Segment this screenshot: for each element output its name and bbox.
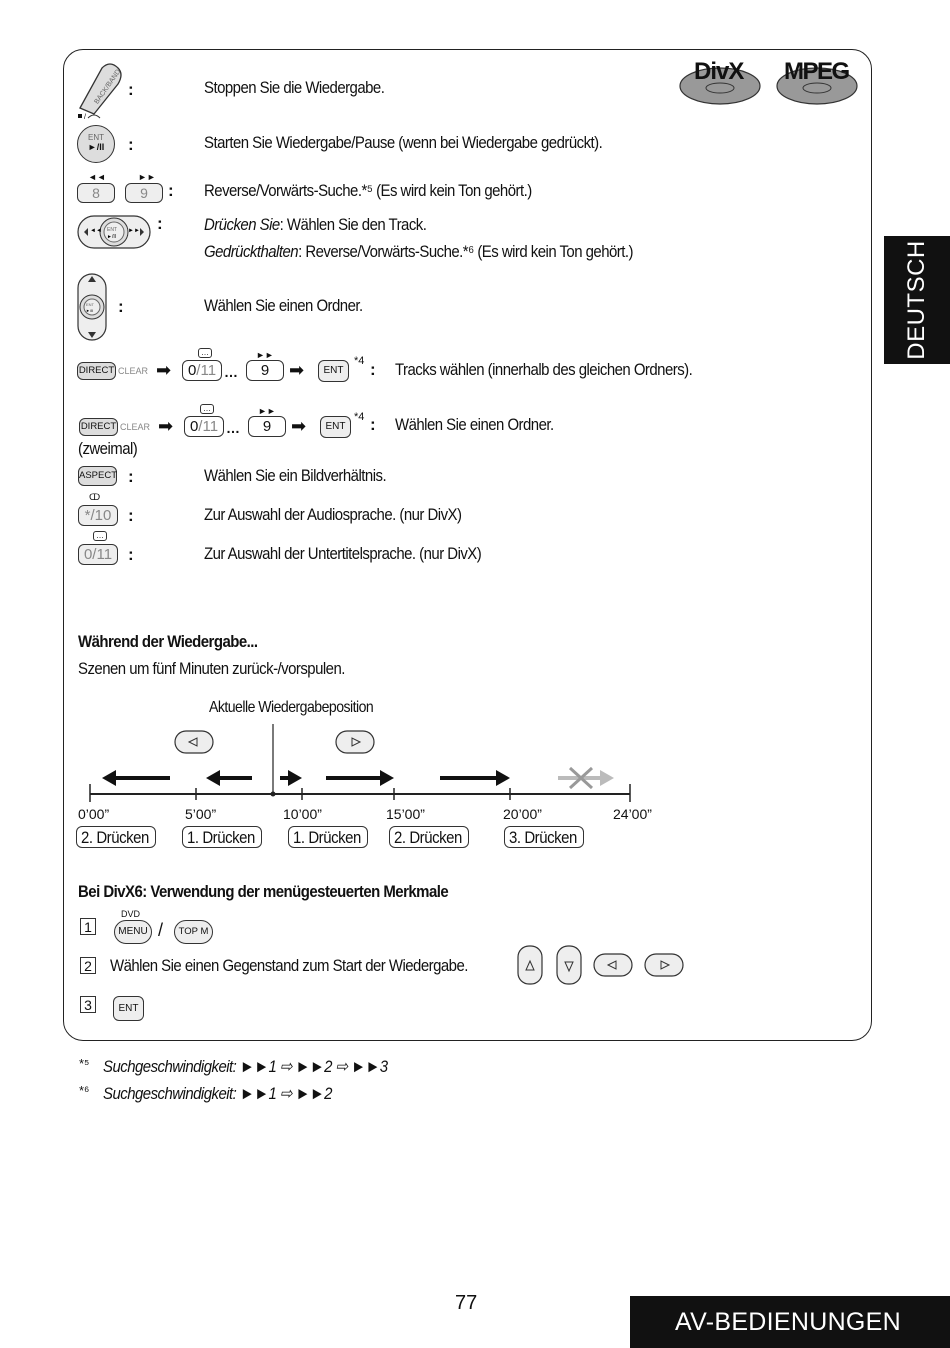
ent-key: ENT xyxy=(318,360,349,382)
row-search-text: Reverse/Vorwärts-Suche.*⁵ (Es wird kein Ton gehört.) xyxy=(204,181,532,200)
clear-label: CLEAR xyxy=(118,366,149,376)
key-0-11-small: 0/11 xyxy=(78,544,118,565)
dvd-label: DVD xyxy=(121,909,141,919)
row-dial-text-b: Gedrückthalten: Reverse/Vorwärts-Suche.*⁶ (Es wird kein Ton gehört.) xyxy=(204,242,633,261)
divx-logo: DivX xyxy=(694,58,744,85)
tick-label: 5’00” xyxy=(185,806,217,822)
row-dial-text-a: Drücken Sie: Wählen Sie den Track. xyxy=(204,215,427,234)
step2-text: Wählen Sie einen Gegenstand zum Start der Wiedergabe. xyxy=(110,956,468,975)
tick-label: 0’00” xyxy=(78,806,110,822)
subtitle-icon: … xyxy=(93,531,107,541)
slash: / xyxy=(158,920,164,940)
subtitle-icon: … xyxy=(200,404,214,414)
tick-label: 15’00” xyxy=(386,806,425,822)
fast-forward-icon: ►► xyxy=(138,172,156,182)
back-band-button-icon xyxy=(76,60,124,120)
timeline-diagram xyxy=(80,724,670,834)
svg-text:ENT: ENT xyxy=(107,227,117,233)
ellipsis: … xyxy=(226,420,240,436)
ellipsis: … xyxy=(224,364,238,380)
svg-text:BACK/BAND: BACK/BAND xyxy=(93,68,123,106)
ent-key: ENT xyxy=(320,416,351,438)
section-footer-tab: AV-BEDIENUNGEN xyxy=(630,1296,950,1348)
key-9-large: 9 xyxy=(248,416,286,437)
press-label: 1. Drücken xyxy=(182,826,262,848)
footnote-mark: *⁵ xyxy=(79,1056,90,1071)
press-label: 3. Drücken xyxy=(504,826,584,848)
playback-heading: Während der Wiedergabe... xyxy=(78,632,258,651)
key-9-large: 9 xyxy=(246,360,284,381)
cursor-keys xyxy=(516,944,688,988)
row-tracks-text: Tracks wählen (innerhalb des gleichen Ordners). xyxy=(395,360,693,379)
forward-key xyxy=(336,731,374,753)
control-dial-horizontal-icon xyxy=(76,212,152,252)
rewind-icon: ◄◄ xyxy=(88,172,106,182)
row-audio-text: Zur Auswahl der Audiosprache. (nur DivX) xyxy=(204,505,462,524)
note-mark: *4 xyxy=(354,355,365,367)
direct-key: DIRECT xyxy=(77,362,116,380)
key-0-11: 0/11 xyxy=(184,416,224,437)
svg-text:◄◄: ◄◄ xyxy=(90,228,102,234)
playback-subtext: Szenen um fünf Minuten zurück-/vorspulen. xyxy=(78,659,345,678)
down-key-icon xyxy=(557,946,581,984)
aspect-key: ASPECT xyxy=(78,466,117,486)
top-menu-key: TOP M xyxy=(174,920,213,944)
svg-text:ENT: ENT xyxy=(86,302,94,307)
row-subtitle-text: Zur Auswahl der Untertitelsprache. (nur DivX) xyxy=(204,544,482,563)
control-dial-vertical-icon xyxy=(76,270,108,344)
step-number: 1 xyxy=(80,918,96,935)
ent-play-button: ENT ►/II xyxy=(77,125,115,163)
press-label: 2. Drücken xyxy=(76,826,156,848)
footnote-text: Suchgeschwindigkeit: ►►1 ⇨ ►►2 xyxy=(103,1084,332,1103)
tick-label: 24’00” xyxy=(613,806,652,822)
key-star-10: */10 xyxy=(78,505,118,526)
row-folder-text: Wählen Sie einen Ordner. xyxy=(204,296,363,315)
position-label: Aktuelle Wiedergabeposition xyxy=(209,699,374,716)
press-label: 1. Drücken xyxy=(288,826,368,848)
ent-key: ENT xyxy=(113,996,144,1021)
note-mark: *4 xyxy=(354,411,365,423)
footnote-mark: *⁶ xyxy=(79,1083,90,1098)
row-play-text: Starten Sie Wiedergabe/Pause (wenn bei Wiedergabe gedrückt). xyxy=(204,133,603,152)
subtitle-icon: … xyxy=(198,348,212,358)
svg-text:/: / xyxy=(84,114,86,120)
svg-text:►/II: ►/II xyxy=(107,234,117,240)
up-key-icon xyxy=(518,946,542,984)
tick-label: 10’00” xyxy=(283,806,322,822)
step-number: 2 xyxy=(80,957,96,974)
direct-key: DIRECT xyxy=(79,418,118,436)
rewind-key xyxy=(175,731,213,753)
row-stop-text: Stoppen Sie die Wiedergabe. xyxy=(204,78,385,97)
tick-label: 20’00” xyxy=(503,806,542,822)
key-8: 8 xyxy=(77,183,115,203)
row-aspect-text: Wählen Sie ein Bildverhältnis. xyxy=(204,466,387,485)
ff-icon: ►► xyxy=(256,350,274,360)
key-0-11: 0/11 xyxy=(182,360,222,381)
press-label: 2. Drücken xyxy=(389,826,469,848)
divx6-heading: Bei DivX6: Verwendung der menügesteuerten Merkmale xyxy=(78,882,449,901)
footnote-text: Suchgeschwindigkeit: ►►1 ⇨ ►►2 ⇨ ►►3 xyxy=(103,1057,388,1076)
language-side-tab: DEUTSCH xyxy=(884,236,950,364)
row-twice-text: (zweimal) xyxy=(78,439,138,458)
clear-label: CLEAR xyxy=(120,422,151,432)
row-folder2-text: Wählen Sie einen Ordner. xyxy=(395,415,554,434)
right-key-icon xyxy=(645,954,683,976)
step-number: 3 xyxy=(80,996,96,1013)
svg-text:►/II: ►/II xyxy=(86,308,94,313)
menu-key: MENU xyxy=(114,920,152,944)
left-key-icon xyxy=(594,954,632,976)
svg-text:►►: ►► xyxy=(128,228,140,234)
audio-icon: ↀ xyxy=(89,492,101,502)
page-number: 77 xyxy=(455,1292,478,1314)
ff-icon: ►► xyxy=(258,406,276,416)
key-9: 9 xyxy=(125,183,163,203)
mpeg-logo: MPEG xyxy=(784,58,849,85)
